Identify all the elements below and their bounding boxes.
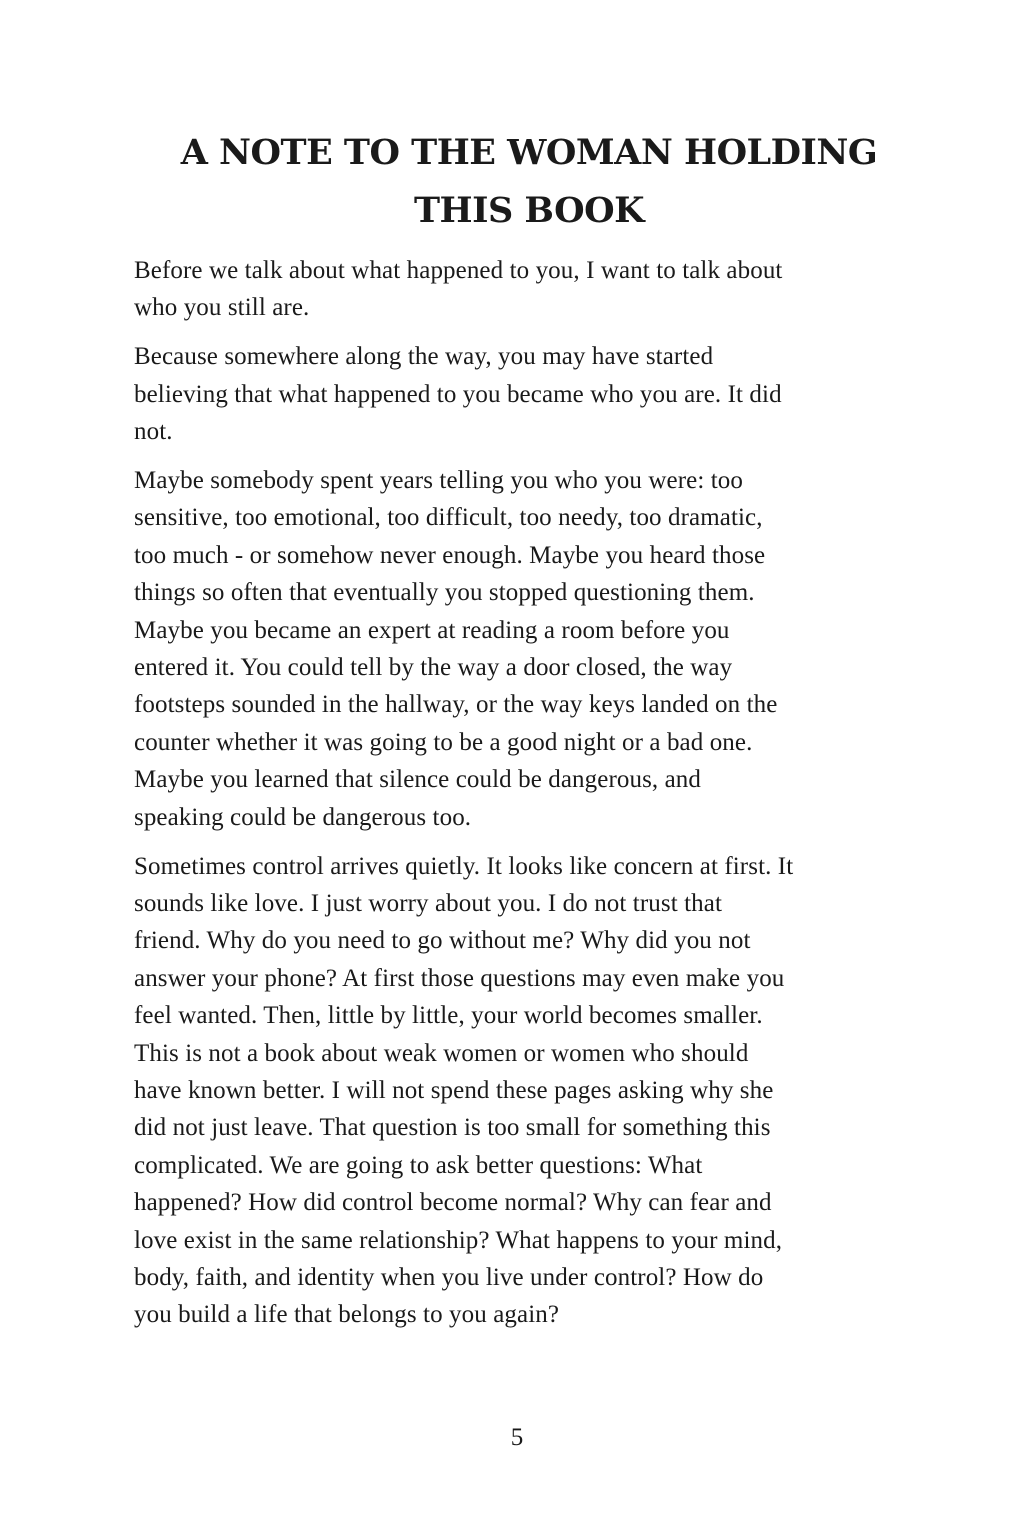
- text-line: entered it. You could tell by the way a door closed, the way: [134, 654, 733, 682]
- paragraph-2: [134, 338, 906, 450]
- text-line: you build a life that belongs to you again?: [134, 1301, 560, 1329]
- text-line: believing that what happened to you became who you are. It did: [134, 380, 782, 408]
- text-line: feel wanted. Then, little by little, your world becomes smaller.: [134, 1002, 763, 1030]
- text-line: did not just leave. That question is too small for something this: [134, 1114, 771, 1142]
- paragraph-1: [134, 252, 906, 327]
- text-line: Maybe you learned that silence could be dangerous, and: [134, 766, 702, 794]
- text-line: Sometimes control arrives quietly. It looks like concern at first. It: [134, 852, 794, 880]
- text-line: have known better. I will not spend these pages asking why she: [134, 1077, 774, 1105]
- text-line: not.: [134, 418, 173, 446]
- text-line: body, faith, and identity when you live under control? How do: [134, 1264, 764, 1292]
- chapter-title-line-2: THIS BOOK: [413, 190, 645, 231]
- paragraph-3: [134, 462, 906, 836]
- text-line: counter whether it was going to be a good night or a bad one.: [134, 728, 753, 756]
- text-line: friend. Why do you need to go without me? Why did you not: [134, 927, 751, 955]
- text-line: complicated. We are going to ask better questions: What: [134, 1151, 703, 1179]
- text-line: sounds like love. I just worry about you. I do not trust that: [134, 890, 722, 917]
- chapter-title: [134, 124, 924, 240]
- text-line: answer your phone? At first those questions may even make you: [134, 964, 785, 992]
- text-line: Maybe somebody spent years telling you who you were: too: [134, 467, 743, 495]
- text-line: too much - or somehow never enough. Maybe you heard those: [134, 541, 766, 569]
- text-line: things so often that eventually you stopped questioning them.: [134, 579, 755, 607]
- text-line: footsteps sounded in the hallway, or the way keys landed on the: [134, 691, 778, 719]
- text-line: Because somewhere along the way, you may have started: [134, 343, 714, 371]
- paragraph-4: [134, 848, 906, 1334]
- text-line: This is not a book about weak women or women who should: [134, 1039, 749, 1067]
- text-line: speaking could be dangerous too.: [134, 803, 472, 831]
- body-text: [134, 252, 906, 1345]
- text-line: sensitive, too emotional, too difficult, too needy, too dramatic,: [134, 504, 763, 532]
- page-number: 5: [510, 1424, 524, 1451]
- text-line: Maybe you became an expert at reading a room before you: [134, 616, 730, 644]
- text-line: happened? How did control become normal? Why can fear and: [134, 1189, 772, 1217]
- text-line: Before we talk about what happened to you, I want to talk about: [134, 257, 783, 284]
- text-line: who you still are.: [134, 294, 310, 322]
- text-line: love exist in the same relationship? What happens to your mind,: [134, 1226, 783, 1254]
- chapter-title-line-1: A NOTE TO THE WOMAN HOLDING: [180, 132, 878, 173]
